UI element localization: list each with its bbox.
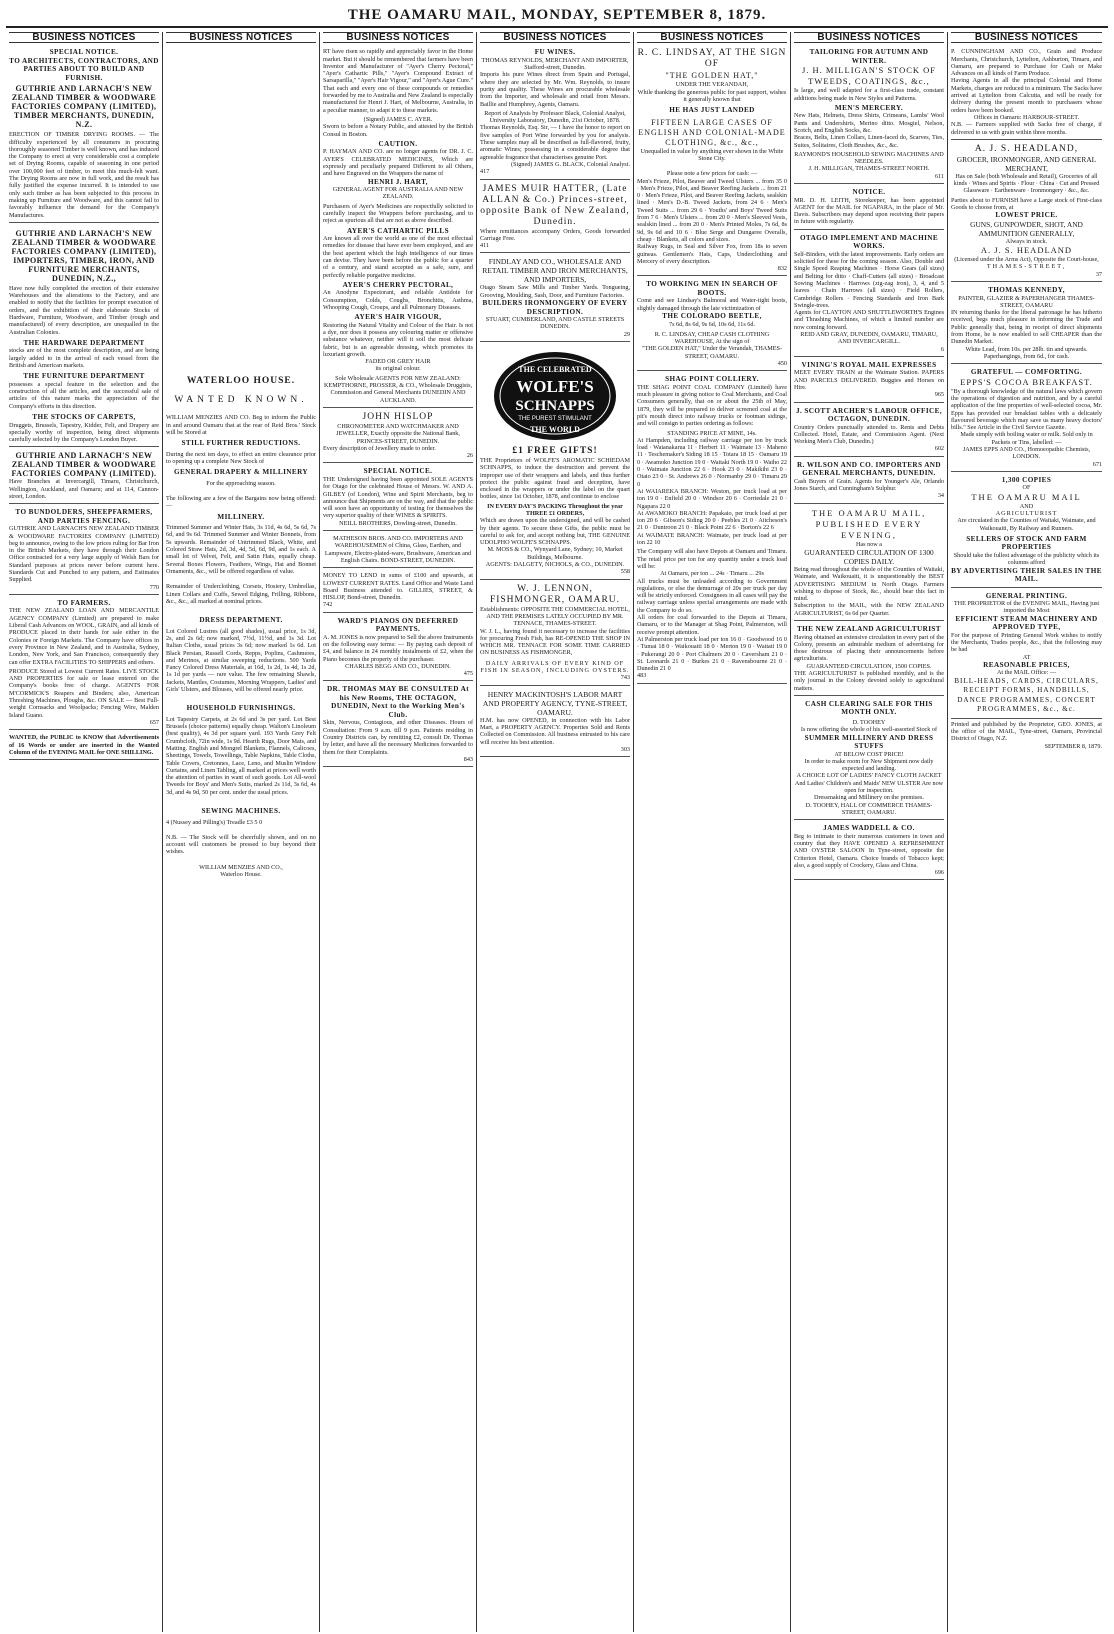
ad-signature: (Signed) JAMES G. BLACK, Colonial Analyst. <box>511 160 630 168</box>
ad-heading: THE STOCKS OF CARPETS, <box>32 413 136 422</box>
ad-heading: CAUTION. <box>378 139 418 148</box>
ad-number: 742 <box>323 601 333 609</box>
ad-number: 26 <box>466 452 473 460</box>
ad-heading: SEWING MACHINES. <box>201 807 281 816</box>
ad-firm: A. J. S. HEADLAND, <box>974 143 1079 154</box>
ad-body: Report of Analysis by Professor Black, Colonial Analyst, University Laboratory, Dunedin, 21st October, 1878. <box>484 109 626 125</box>
ad-heading: SUMMER MILLINERY AND DRESS STUFFS <box>804 733 934 751</box>
ad-general-printing <box>951 590 1102 719</box>
ad-heading: THE FURNITURE DEPARTMENT <box>23 372 145 381</box>
ad-firm: EPPS'S COCOA BREAKFAST. <box>960 376 1093 387</box>
ad-body: Please note a few prices for cash: — <box>666 170 758 178</box>
column-2 <box>163 32 320 1632</box>
ad-body: STUART, CUMBERLAND, AND CASTLE STREETS DUNEDIN. <box>485 316 625 331</box>
ad-findlay <box>480 255 630 341</box>
ad-reynolds <box>480 46 630 179</box>
ad-otago-implement <box>794 232 944 357</box>
ad-body: The Company will also have Depots at Oamaru and Timaru. The retail price per ton for any quantity under a truck load will be: <box>637 548 787 570</box>
ad-body: Restoring the Natural Vitality and Colour of the Hair. Is not a dye, nor does it possess any colouring matter or offensive substance whatever, neither will it soil the most delicate fabric, but is an agreeable dressing, which promotes its luxuriant growth. <box>323 321 473 358</box>
schnapps-emblem-art <box>492 350 618 442</box>
ad-body: Sworn to before a Notary Public, and attested by the British Consul in Boston. <box>323 123 473 138</box>
ad-body: "By a thorough knowledge of the natural laws which govern the operations of digestion and nutrition, and by a careful application of the fine properties of well-selected cocoa, Mr. Epps has provided our breakfast tables with a delicately flavoured beverage which may save us many heavy doctors' bills." See Article in the Civil Service Gazette. <box>951 387 1102 432</box>
ad-body: MONEY TO LEND in sums of £100 and upwards, at LOWEST CURRENT RATES. Land Office and Waste Land Board Business attended to. GILLIES, STREET, & HISLOP, Bond-street, Dunedin. <box>323 572 473 602</box>
ad-number: 657 <box>149 718 159 726</box>
ad-price-table: At Oamaru, per ton ... 24s · Timaru ... 29s <box>660 570 764 578</box>
ad-firm: JAMES MUIR HATTER, (Late ALLAN & Co.) Princes-street, opposite Bank of New Zealand, Dunedin. <box>480 183 630 227</box>
ad-body: Are known all over the world as one of the most effectual remedies for disease that have ever been employed, and are the best aperient which the high intelligence of our times can devise. They have been before the public for a quarter of a century, and stand accepted as a safe, sure, and perfectly reliable purgative medicine. <box>323 235 473 279</box>
ad-body: Which are drawn upon the undersigned, and will be cashed by their agents. To secure these Gifts, the public must be careful to ask for, and accept nothing but, THE GENUINE UDOLPHO WOLFE'S SCHNAPPS. <box>480 517 630 547</box>
ad-body: Where remittances accompany Orders, Goods forwarded Carriage Free. <box>480 227 630 242</box>
ad-body: its original colour. <box>375 365 421 373</box>
ad-signature: D. TOOHEY, HALL OF COMMERCE THAMES-STREET, OAMARU. <box>805 801 933 816</box>
masthead: THE OAMARU MAIL, MONDAY, SEPTEMBER 8, 1879. <box>6 4 1108 28</box>
ad-body: For the approaching season. <box>206 479 276 487</box>
ad-cunningham <box>951 46 1102 140</box>
ad-number: 483 <box>637 672 647 680</box>
ad-body: N.B. — The Stock will be cheerfully shown, and on no account will customers be pressed to buy beyond their wishes. <box>166 833 316 856</box>
ad-heading: LOWEST PRICE. <box>995 211 1058 220</box>
ad-body: THE AGRICULTURIST is published monthly, and is the only journal in the Colony devoted solely to agricultural matters. <box>794 670 944 692</box>
ad-heading: THAMES-STREET, <box>986 263 1067 271</box>
schnapps-name-text: WOLFE'S <box>516 376 594 396</box>
ad-body: P. HAYMAN AND CO. are no longer agents for DR. J. C. AYER'S CELEBRATED MEDICINES, Which are expressly and peculiarly prepared Different to all Others, and have Engraved on the Wrappers the name of <box>323 148 473 178</box>
ad-number: 558 <box>620 568 630 576</box>
ad-body: Parties about to FURNISH have a Large stock of First-class Goods to choose from, at <box>951 196 1102 212</box>
ad-wilson <box>794 459 944 504</box>
ad-body: For the purpose of Printing General Work wishes to notify the Merchants, Trades people, &c., that the following may be had <box>951 631 1102 654</box>
ad-number: 417 <box>480 168 490 176</box>
ad-heading: RAYMOND'S HOUSEHOLD SEWING MACHINES AND NEEDLES. <box>794 150 944 166</box>
ad-heading: AGRICULTURIST <box>995 510 1058 518</box>
ad-body: WILLIAM MENZIES AND CO. Beg to inform the Public in and around Oamaru that at the rear of Reid Bros.' Stock will be Stored at <box>166 414 316 436</box>
ad-body: White Lead, from 10s. per 28lb. tin and upwards. Paperhangings, from 6d., for cash. <box>965 345 1088 360</box>
ad-firm: THOMAS REYNOLDS, MERCHANT AND IMPORTER, Stafford-street, Dunedin. <box>481 56 629 72</box>
ad-body: Trimmed Summer and Winter Hats, 3s 11d, 4s 6d, 5s 6d, 7s 6d, and 9s 6d. Trimmed Summer and Winter Bonnets, from 5s upwards. Remainder of Untrimmed Black, White, and Colored Straw Hats, 2d, 3d, 4d, 5d, 6d, 9d, and 1s each. A small lot of Velvet, Felt, and Satin Hats, equally cheap. Several Boxes Flowers, Feathers, Wings, Hat and Bonnet Ornaments, &c., will be offered regardless of value. <box>166 524 316 575</box>
column-5 <box>634 32 791 1632</box>
ad-heading: PAINTER, GLAZIER & PAPERHANGER THAMES-STREET, OAMARU <box>958 294 1095 309</box>
ad-body: MR. D. H. LEITH, Storekeeper, has been appointed AGENT for the MAIL for NGAPARA, in the place of Mr. Davis. Subscribers may depend upon receiving their papers in future with regularity. <box>794 196 944 226</box>
ad-body: A CHOICE LOT OF LADIES' FANCY CLOTH JACKET And Ladies' Children's and Maids' NEW ULSTER Are now open for inspection. <box>794 772 944 794</box>
ad-ayer <box>323 46 473 408</box>
ad-price-table: At Hampden, including railway carriage per ton by truck load · Waianakarua 11 · Herbert 11 · Waimate 13 · Maheno 11 · Teschemaker's Siding 18 15 · Totara 18 15 · Oamaru 19 0 · Awamoko Junction 19 0 · Waitaki North 19 0 · Waiho 22 0 · Waimate Junction 22 6 · Hook 23 0 · Makikihi 23 0 · Otaio 23 0 · St. Andrews 26 0 · Normanby 29 0 · Timaru 29 0 <box>637 436 787 488</box>
ad-signature: REID AND GRAY, DUNEDIN, OAMARU, TIMARU, AND INVERCARGILL. <box>800 331 938 346</box>
ad-heading: SHAG POINT COLLIERY. <box>665 375 759 384</box>
ad-body: Dressmaking and Millinery on the premises. <box>814 794 924 802</box>
ad-body: N.B. — Farmers supplied with Sacks free of charge, if delivered to us with grain within three months. <box>951 121 1102 136</box>
ad-body: Remainder of Underclothing, Corsets, Hosiery, Umbrellas, Linen Collars and Cuffs, Sewed Edging, Frilling, Ribbons, &c., &c., all marked at nominal prices. <box>166 583 316 605</box>
ad-heading: AYER'S HAIR VIGOUR, <box>354 313 442 322</box>
ad-body: GUTHRIE AND LARNACH'S NEW ZEALAND TIMBER & WOODWARE FACTORIES COMPANY (LIMITED) beg to announce, owing to the low prices ruling for Bar Iron in the British Markets, they have through their London Office contracted for a very large supply of Welsh Bars for Standard purposes at prices never before current here. Standards Cut and Punched to any pattern, and Estimates Supplied. <box>9 525 159 584</box>
ad-body: PRODUCE Stored at Lowest Current Rates. LIVE STOCK AND PROPERTIES for sale or lease entered on the Company's books free of charge. AGENTS FOR M'CORMICK'S Reapers and Binders; also, American Threshing Machines, Ploughs, &c. ON SALE — Best Full-weight Cornsacks and Woolpacks; Fencing Wire, Malden Island Guano. <box>9 667 159 719</box>
ad-lennon <box>480 582 630 686</box>
column-header: BUSINESS NOTICES <box>480 32 630 43</box>
column-header: BUSINESS NOTICES <box>794 32 944 43</box>
ad-heading: FIFTEEN LARGE CASES OF ENGLISH AND COLONIAL-MADE CLOTHING, &c., &c., <box>638 117 786 147</box>
ad-farmers <box>9 597 159 730</box>
ad-number: 303 <box>620 745 630 753</box>
ad-body: Always in stock. <box>1005 237 1048 245</box>
ad-heading: DR. THOMAS MAY BE CONSULTED At his New Rooms, THE OCTAGON, DUNEDIN, Next to the Working Men's Club. <box>326 685 470 719</box>
ad-body: Is now offering the whole of his well-assorted Stock of <box>800 726 938 734</box>
ad-body: A. M. JONES is now prepared to Sell the above Instruments on the following easy terms: — By paying cash deposit of £4, and balance in 24 monthly instalments of £2, when the Piano becomes the property of the purchaser. <box>323 633 473 663</box>
ad-number: 602 <box>934 445 944 453</box>
ad-signature: NEILL BROTHERS, Dowling-street, Dunedin. <box>339 519 457 527</box>
ad-heading: GENERAL PRINTING. <box>985 591 1068 600</box>
ad-number: 450 <box>777 360 787 368</box>
ad-body: Sole Wholesale AGENTS FOR NEW ZEALAND: KEMPTHORNE, PROSSER, & CO., Wholesale Druggists, Commission and General Merchants DUNEDIN AND AUCKLAND. <box>323 374 473 404</box>
ad-muir <box>480 182 630 254</box>
ad-number: 743 <box>620 674 630 682</box>
ad-subtitle: TO ARCHITECTS, CONTRACTORS, AND PARTIES ABOUT TO BUILD AND FURNISH. <box>9 56 159 82</box>
ad-firm: "THE GOLDEN HAT," <box>665 71 759 81</box>
column-6 <box>791 32 948 1632</box>
ad-headland <box>951 142 1102 282</box>
ad-body: (Licensed under the Arms Act), Opposite the Court-house, <box>954 256 1099 264</box>
ad-heading: DAILY ARRIVALS OF EVERY KIND OF FISH IN SEASON, INCLUDING OYSTERS. <box>480 659 630 675</box>
ad-body: Are circulated in the Counties of Waitaki, Waimate, and Waikouaiti, By Railway and Runners. <box>957 517 1096 532</box>
ad-mail-circulation <box>951 474 1102 588</box>
schnapps-bottom-text: THE WORLD <box>530 424 580 434</box>
ad-body: Country Orders punctually attended to. Rents and Debts Collected. Hotel, Estate, and Commission Agent. (Next Working Men's Club, Dunedin.) <box>794 423 944 446</box>
ad-heading: GROCER, IRONMONGER, AND GENERAL MERCHANT, <box>956 154 1097 173</box>
ad-body: possesses a special feature in the selection and the construction of all the articles, and the successful sale of articles of this nature marks the appreciation of the Company's efforts in this direction. <box>9 380 159 410</box>
ad-heading: REASONABLE PRICES, <box>983 660 1070 669</box>
ad-body: R. C. LINDSAY, CHEAP CASH CLOTHING WAREHOUSE, At the sign of <box>654 330 770 346</box>
column-header: BUSINESS NOTICES <box>166 32 316 43</box>
ad-firm: GUTHRIE AND LARNACH'S NEW ZEALAND TIMBER & WOODWARE FACTORIES COMPANY (LIMITED), IMPORTERS, TIMBER, IRON, AND FURNITURE MERCHANTS, DUNEDIN, N.Z., <box>11 228 157 283</box>
schnapps-top-text: THE CELEBRATED <box>518 364 592 374</box>
ad-signature: AGENTS: DALGETY, NICHOLS, & CO., DUNEDIN. <box>485 561 625 569</box>
ad-lindsay <box>637 46 787 276</box>
ad-heading: OTAGO IMPLEMENT AND MACHINE WORKS. <box>799 233 939 251</box>
ad-body: stocks are of the most complete description, and are being largely added to in the arrival of each vessel from the British and American markets. <box>9 347 159 370</box>
schnapps-word-text: SCHNAPPS <box>515 397 595 414</box>
ad-working-men <box>637 278 787 371</box>
ad-guthrie-branches <box>9 449 159 504</box>
ad-body: P. CUNNINGHAM AND CO., Grain and Produce Merchants, Christchurch, Lyttelton, Ashburton, Timaru, and Oamaru, are prepared to Purchase for Cash or Make Advances on all kinds of Farm Produce. <box>951 48 1102 78</box>
ad-firm: W. J. LENNON, FISHMONGER, OAMARU. <box>489 583 621 605</box>
ad-heading: TO WORKING MEN IN SEARCH OF BOOTS. <box>646 280 778 297</box>
ad-body: Is large, and well adapted for a first-class trade, constant additions being made in New Styles and Patterns. <box>794 87 944 102</box>
ad-leith <box>794 186 944 230</box>
ad-fencing <box>9 506 159 595</box>
ad-body: Otago Steam Saw Mills and Timber Yards. Tongueing, Grooving, Moulding, Sash, Door, and Furniture Factories. <box>480 284 630 299</box>
ad-body: An Anodyne Expectorant, and reliable Antidote for Consumption, Colds, Coughs, Bronchitis, Asthma, Whooping Cough, Croups, and all Pulmonary Diseases. <box>323 289 473 311</box>
waterloo-house-title: WATERLOO HOUSE. <box>186 376 296 387</box>
ad-heading: SELLERS OF STOCK AND FARM PROPERTIES <box>966 534 1087 552</box>
ad-body: Lot Colored Lustres (all good shades), usual price, 1s 3d, 2s, and 2s 6d; now marked, 7½d, 11½d, and 1s 3d. Lot Italian Cloths, usual prices 3s 6d; now marked 1s 6d. Lot Black Persian, Russell Cords, Repps, Poplins, Cashmeres, and Merinos, at similar sweeping reductions. 500 Yards Fancy Colored Dress Materials, at 16d, 1s 2d, 1s 4d, 1s 2d, 1s 1d per yards — rare value. The few remaining Shawls, Jackets, Mantles, Costumes, Morning Wrappers, Ladies' and Girls' Ulsters, and Blouses, will be offered nearly price. <box>166 627 316 694</box>
ad-milligan <box>794 46 944 184</box>
ad-body: Cash Buyers of Grain. Agents for Younger's Ale, Orlando Jones Starch, and Cunningham's Sulphur. <box>794 477 944 493</box>
ad-body: Every description of Jewellery made to order. <box>323 444 436 452</box>
ad-firm: GUTHRIE AND LARNACH'S NEW ZEALAND TIMBER & WOODWARE FACTORIES COMPANY (LIMITED), TIMBER MERCHANTS, DUNEDIN, N.Z. <box>11 84 157 130</box>
ad-body: WANTED, the PUBLIC to KNOW that Advertisements of 16 Words or under are inserted in the Wanted Column of the EVENING MAIL for ONE SHILLING. <box>9 734 159 756</box>
column-3 <box>320 32 477 1632</box>
ad-heading: THE OAMARU MAIL <box>971 491 1082 502</box>
ad-body: FADED OR GREY HAIR <box>365 358 431 366</box>
ad-wolfe-schnapps <box>480 344 630 580</box>
ad-heading: DRESS DEPARTMENT. <box>199 616 283 625</box>
ad-body: THE Undersigned having been appointed SOLE AGENTS for Otago for the celebrated House of Messrs. W. AND A. GILBEY (of London), Wine and Spirit Merchants, beg to announce that Shipments are on the way, and that the public will soon have an opportunity of testing for themselves the very superior quality of their WINES & SPIRITS. <box>323 475 473 520</box>
ad-toohey <box>794 698 944 820</box>
ad-price-list: Men's Frieze, Pilot, Beaver and Tweed Ulsters ... from 35 0 · Men's Frieze, Pilot, and Beaver Reefing Jackets ... from 21 0 · Men's Frieze, Pilot, and Beaver Reefing Jackets, sealskin lined · Men's D.-B. Tweed Jackets, from 24 6 · Men's Tweed Suits ... from 29 6 · Youths' and Boys' Tweed Suits from 7 6 · Men's Ulsters ... from 20 0 · Men's Sleeved Vests, sealskin lined ... from 20 0 · Men's Printed Moles, 7s 6d, 8s 9d, 9s 6d and 10 6 · Blue Serge and Dungaree Overalls, cheap · Blankets, all colors and sizes. <box>637 177 787 243</box>
ad-body: H.M. has now OPENED, in connection with his Labor Mart, a PROPERTY AGENCY. Properties Sold and Rents Collected on Commission. All business entrusted to his care will receive his best attention. <box>480 716 630 746</box>
ad-body: THE PROPRIETOR of the EVENING MAIL, Having just imported the Most <box>953 600 1100 615</box>
ad-body: Should take the fullest advantage of the publicity which its columns afford <box>953 551 1100 567</box>
ad-pianos <box>323 615 473 682</box>
ad-heading: CASH CLEARING SALE FOR THIS MONTH ONLY. <box>805 699 933 717</box>
ad-heading: MEN'S MERCERY. <box>834 103 904 112</box>
ad-oamaru-mail <box>794 506 944 621</box>
ad-heading: VINING'S ROYAL MAIL EXPRESSES <box>801 360 937 369</box>
ad-heading: FU WINES. <box>534 48 576 57</box>
ad-kennedy <box>951 284 1102 364</box>
ad-body: GUARANTEED CIRCULATION, 1500 COPIES. <box>806 662 932 670</box>
ad-body: Establishments: OPPOSITE THE COMMERCIAL HOTEL, AND THE PREMISES LATELY OCCUPIED BY MR. TENNACE, THAMES-STREET. <box>480 605 630 628</box>
ad-heading: GUARANTEED CIRCULATION OF 1300 COPIES DAILY. <box>804 547 934 566</box>
ad-number: 770 <box>149 583 159 591</box>
ad-body: GENERAL AGENT FOR AUSTRALIA AND NEW ZEALAND. <box>332 186 464 201</box>
ad-body: "THE GOLDEN HAT," Under the Verandah, THAMES-STREET, OAMARU. <box>641 345 783 360</box>
ad-body: Railway Rugs, in Seal and Silver Fox, from 18s to seven guineas. Gentlemen's Hats, Caps, Underclothing and Mercery of every description. <box>637 243 787 265</box>
ad-body: AND <box>1019 502 1034 510</box>
ad-price-table: At AWAMOKO BRANCH: Papakaio, per truck load at per ton 20 6 · Gibson's Siding 20 0 · Peebles 21 0 · Aitcheson's 21 0 · Duntroon 21 0 · Black Point 22 6 · Borton's 22 6 <box>637 509 787 532</box>
ad-price-table: At WAIAREKA BRANCH: Weston, per truck load at per ton 19 0 · Enfield 20 0 · Windsor 20 6 · Corriedale 21 0 · Ngapara 22 0 <box>637 487 787 510</box>
ad-heading: THE COLORADO BEETLE, <box>662 312 762 321</box>
ad-number: 696 <box>934 869 944 877</box>
ad-heading: BY ADVERTISING THEIR SALES IN THE MAIL. <box>951 566 1102 584</box>
ad-body: At the MAIL Office: — <box>996 669 1057 677</box>
ad-signature: WILLIAM MENZIES AND CO., <box>199 863 283 871</box>
ad-body: Being read throughout the whole of the Counties of Waitaki, Waimate, and Waikouaiti, it is unquestionably the BEST ADVERTISING MEDIUM in North Otago. Farmers wishing to dispose of Stock, &c., should bear this fact in mind. <box>794 565 944 603</box>
ad-body: Subscription to the MAIL, with the NEW ZEALAND AGRICULTURIST, 6s 6d per Quarter. <box>794 602 944 617</box>
ad-body: All orders for coal forwarded to the Depots at Timaru, Oamaru, or to the Manager at Shag Point, Palmerston, will receive prompt attention. <box>637 614 787 636</box>
ad-body: Imports his pure Wines direct from Spain and Portugal, where they are selected by Mr. Wm. Reynolds, to insure purity and quality. These Wines are procurable wholesale from the Importer, and wholesale and retail from Messrs. Baillie and Humphrey, Agents, Oamaru. <box>480 71 630 108</box>
ad-heading: WARD'S PIANOS ON DEFERRED PAYMENTS. <box>337 616 459 634</box>
ad-heading: STANDING PRICE AT MINE, 14s. <box>667 429 757 437</box>
ad-waddell <box>794 822 944 880</box>
ad-number: 671 <box>1092 460 1102 468</box>
ad-body: Having Agents in all the principal Colonial and Home Markets, charges are reduced to a minimum. The Sacks have arrived at Lyttelton from Calcutta, and will be ready for delivery during the present month to purchasers whose orders have been booked. <box>951 77 1102 114</box>
ad-agriculturist <box>794 623 944 696</box>
schnapps-emblem <box>492 350 618 442</box>
ad-body: OF <box>1022 484 1031 492</box>
ad-signature: JAMES EPPS AND CO., Homoeopathic Chemists, LONDON. <box>962 446 1091 461</box>
ad-heading: EFFICIENT STEAM MACHINERY AND APPROVED TYPE, <box>955 614 1098 632</box>
columns <box>6 32 1108 1632</box>
ad-heading: MILLINERY. <box>217 512 265 521</box>
ad-heading: £1 FREE GIFTS! <box>512 445 598 456</box>
ad-heading: THOMAS KENNEDY, <box>988 286 1065 295</box>
ad-heading: 1,300 COPIES <box>1001 475 1052 484</box>
ad-heading: THE HARDWARE DEPARTMENT <box>23 338 145 347</box>
ad-body: Have now fully completed the erection of their extensive Warehouses and the alterations to the Factory, and are enabled to notify that the facilities for prompt execution of orders, and the exhibition of their elaborate Stocks of Hardware, Furniture, Woodware, and Timber (rough and manufactured) of every description, are unequalled in the Australian Colonies. <box>9 284 159 336</box>
ad-firm: JOHN HISLOP <box>362 411 434 422</box>
ad-body: THE Proprietors of WOLFE'S AROMATIC SCHIEDAM SCHNAPPS, to induce the destruction and prevent the improper use of their wrappers and labels, and thus further protect the public against fraud and deception, have enclosed in the wrappers or under the label on the quart bottles, since 1st October, 1878, and continue to enclose <box>480 456 630 501</box>
ad-body: AT <box>1022 653 1031 661</box>
ad-body: All trucks must be unloaded according to Government regulations, or else the demurrage of 20s per truck per day will be strictly enforced. Consignees in all cases will pay the railway carriage unless special arrangements are made with the Company to do so. <box>637 577 788 614</box>
ad-heading: GENERAL DRAPERY & MILLINERY <box>173 468 309 477</box>
ad-wanted-public <box>9 732 159 760</box>
ad-number: 29 <box>623 330 630 338</box>
ad-firm: R. C. LINDSAY, AT THE SIGN OF <box>637 48 787 70</box>
ad-number: 475 <box>463 670 473 678</box>
ad-heading: TAILORING FOR AUTUMN AND WINTER. <box>809 48 929 65</box>
ad-body: Offices in Oamaru: HARBOUR-STREET. <box>973 113 1080 121</box>
ad-body: 4 (Nussey and Pilling's) Treadle £3 5 0 <box>166 818 263 826</box>
ad-heading: AT BELOW COST PRICE! <box>834 750 904 758</box>
ad-money <box>323 570 473 612</box>
ad-body: THE NEW ZEALAND LOAN AND MERCANTILE AGENCY COMPANY (Limited) are prepared to make Liberal Cash Advances on WOOL, GRAIN, and all kinds of PRODUCE placed in their hands for sale either in the Colonies or Foreign Markets. The Company have offices in every Province in New Zealand, and in Australia, Sydney, London, New York, and San Francisco, consequently they can offer EXTRA FACILITIES TO SHIPPERS and others. <box>9 607 159 666</box>
ad-vinings <box>794 359 944 403</box>
ad-firm: D. TOOHEY <box>852 718 886 726</box>
column-header: BUSINESS NOTICES <box>951 32 1102 43</box>
ad-body: Skin, Nervous, Contagious, and other Diseases. Hours of Consultation: From 9 a.m. till 9 p.m. Patients residing in Country Districts can, by remitting £2, consult Dr. Thomas by letter, and have all the necessary Medicines forwarded to them for their Complaints. <box>323 719 473 756</box>
ad-body: ERECTION OF TIMBER DRYING ROOMS. — The difficulty experienced by all consumers in procuring thoroughly seasoned Timber is well known, and has induced the Company to erect at very considerable cost a complete set of Drying Rooms, capable of seasoning in one period over 100,000 feet of timber, to meet this much-felt want. The Drying Rooms are now in full work, and the result has fully justified the expense incurred. It is intended to use only such timber as has been subjected to this process in making up Furniture and Woodware, and this cannot fail to favorably influence the demand for the Company's Manufactures. <box>9 131 159 219</box>
ad-signature: (Signed) JAMES C. AYER. <box>363 115 433 123</box>
ad-title: SPECIAL NOTICE. <box>49 48 119 57</box>
ad-heading: GRATEFUL — COMFORTING. <box>970 368 1083 377</box>
ad-gilbey <box>323 465 473 531</box>
ad-number: 411 <box>480 242 490 250</box>
ad-body: 7s 6d, 8s 6d, 9s 6d, 10s 6d, 11s 6d. <box>668 320 756 328</box>
ad-body: IN returning thanks for the liberal patronage he has hitherto received, begs much pleasure in informing the Trade and Public generally that, being in receipt of direct shipments from Home, he is now enabled to sell CHEAPER than the Dunedin Market. <box>951 309 1102 346</box>
ad-heading: THE OAMARU MAIL, PUBLISHED EVERY EVENING, <box>811 507 927 540</box>
ad-special-notice <box>9 46 159 223</box>
column-header: BUSINESS NOTICES <box>9 32 159 43</box>
ad-body: Beg to intimate to their numerous customers in town and country that they HAVE OPENED A REFRESHMENT AND OYSTER SALOON In Tyne-street, opposite the Criterion Hotel, Oamaru. Choice brands of Tobacco kept; also, a good supply of Crockery, Glass and China. <box>794 832 944 869</box>
ad-number: 34 <box>937 492 944 500</box>
ad-heading: NOTICE. <box>852 188 886 197</box>
ad-body: Druggets, Brussels, Tapestry, Kidder, Felt, and Drapery are specially worthy of inspection, being direct shipments carefully selected by the Company's London Buyer. <box>9 421 159 444</box>
ad-heading: HE HAS JUST LANDED <box>669 106 755 115</box>
ad-hislop <box>323 410 473 463</box>
ad-heading: J. SCOTT ARCHER'S LABOUR OFFICE, OCTAGON, DUNEDIN. <box>795 406 943 424</box>
ad-body: Purchasers of Ayer's Medicines are respectfully solicited to carefully inspect the Wrappers before purchasing, and to reject as spurious all that are not as above described. <box>323 202 473 225</box>
ad-body: UNDER THE VERANDAH, <box>675 81 749 89</box>
ad-dr-thomas <box>323 683 473 767</box>
ad-epps <box>951 366 1102 472</box>
ad-heading: IN EVERY DAY'S PACKING Throughout the year THREE £1 ORDERS, <box>487 502 623 517</box>
ad-body: Braces, Belts, Linen Collars, Linen-faced do, Scarves, Ties, Suites, Solitaires, Cloth Brushes, &c., &c. <box>794 134 944 149</box>
ad-matheson <box>323 533 473 568</box>
ad-body: Self-Binders, with the latest improvements. Early orders are solicited for these for the coming season. Also, Double and Single Speed Reaping Machines · Horse Gears (all sizes) and Belting for ditto · Chaff-Cutters (all sizes) · Broadcast Sowing Machines · Harrows (zig-zag iron), 3, 4, and 5 leaves · Chain Harrows (all sizes) · Field Rollers, Cambridge Rollers · Fencing Standards and Iron Bark Swingle-trees. <box>794 250 944 309</box>
ad-heading: STILL FURTHER REDUCTIONS. <box>181 439 301 448</box>
ad-body: While thanking the generous public for past support, wishes it generally known that <box>637 88 787 103</box>
ad-heading: THE NEW ZEALAND AGRICULTURIST <box>796 625 941 634</box>
ad-heading: R. WILSON AND CO. IMPORTERS AND GENERAL MERCHANTS, DUNEDIN. <box>796 460 941 478</box>
ad-body: Come and see Lindsay's Balmoral and Water-tight boots, slightly damaged through the late victimization of <box>637 297 787 312</box>
column-7 <box>948 32 1105 1632</box>
ad-heading: BUILDERS IRONMONGERY OF EVERY DESCRIPTION. <box>482 299 628 316</box>
ad-number: 6 <box>940 345 944 353</box>
ad-firm: A. J. S. HEADLAND <box>980 245 1073 256</box>
ad-archer <box>794 405 944 457</box>
ad-number: 832 <box>777 265 787 273</box>
ad-number: 611 <box>934 172 944 180</box>
ad-firm: FINDLAY AND CO., WHOLESALE AND RETAIL TIMBER AND IRON MERCHANTS, AND IMPORTERS, <box>482 257 628 285</box>
ad-body: Unequalled in value by anything ever shown in the White Stone City. <box>640 147 784 162</box>
ad-price-table: At WAIMATE BRANCH: Waimate, per truck load at per ton 22 10 <box>637 531 787 547</box>
wanted-known-title: WANTED KNOWN. <box>174 395 308 406</box>
ad-signature: Waterloo House. <box>220 871 262 879</box>
ad-shag-point <box>637 373 787 683</box>
column-1 <box>6 32 163 1632</box>
ad-mackintosh <box>480 688 630 757</box>
ad-number: 843 <box>463 755 473 763</box>
ad-signature: CHARLES BEGG AND CO., DUNEDIN. <box>345 662 451 670</box>
ad-body: Made simply with boiling water or milk. Sold only in Packets or Tins, labelled: — <box>960 431 1093 446</box>
ad-heading: GUNS, GUNPOWDER, SHOT, AND AMMUNITION GENERALLY, <box>970 219 1083 238</box>
column-header: BUSINESS NOTICES <box>637 32 787 43</box>
ad-body: Agents for CLAYTON AND SHUTTLEWORTH'S Engines and Thrashing Machines, of which a limited number are now coming forward. <box>794 309 944 331</box>
ad-price-table: At Palmerston per truck load per ton 16 0 · Goodwood 16 0 · Tumai 18 0 · Waikouaiti 18 0 · Merton 19 0 · Waitati 19 0 · Pukerangi 20 0 · Port Chalmers 20 0 · Caversham 21 0 · St. Leonards 21 0 · Burkes 21 0 · Ravensbourne 21 0 · Dunedin 21 0 <box>637 635 787 673</box>
ad-heading: BILL-HEADS, CARDS, CIRCULARS, RECEIPT FORMS, HANDBILLS, DANCE PROGRAMMES, CONCERT PROGRAMMES, &c., &c. <box>954 676 1099 714</box>
ad-signature: M. MOSS & CO., Wynyard Lane, Sydney; 10, Market Buildings, Melbourne. <box>487 546 623 561</box>
ad-body: MEET EVERY TRAIN at the Waimate Station. PAPERS AND PARCELS DELIVERED. Buggies and Horses on Hire. <box>794 369 944 391</box>
ad-list: Has on Sale (both Wholesale and Retail), Groceries of all kinds · Wines and Spirits · Flour · China · Cut and Pressed Glassware · Earthenware · Ironmongery · &c., &c. <box>953 172 1100 195</box>
ad-body: Lot Tapestry Carpets, at 2s 6d and 3s per yard. Lot Best Brussels (choice patterns) equally cheap. Walton's Linoleum (best quality), 4s 3d per square yard. 193 Yards Grey Felt Crumbcloth, 72in wide, 1s 9d. Hearth Rugs, Door Mats, and Matting. English and Mongrel Blankets, Flannels, Calicoes, Sheetings, Towels, Towellings, Table Napkins, Table Cloths, Table Covers, Cretonnes, Lace, Leno, and Muslin Window Curtains, and Linen Tabling, all marked at prices well worth the attention of parties in want of such goods. Lot All-wool Tweeds for Boys' and Men's Suits, marked 2s 11d, 3s 6d, 4s 3d, and 4s 9d, 50 per cent. under the usual prices. <box>166 715 316 796</box>
ad-body: RT have risen so rapidly and appreciably favor in the Home market. But it should be remembered that farmers have been Inventor and Manufacturer of "Ayer's Cherry Pectoral," "Ayer's Cathartic Pills," "Ayer's Compound Extract of Sarsaparilla," "Ayer's Hair Vigour," and "Ayer's Ague Cure." That each and every one of these compounds or remedies forwarded by me to Australia and New Zealand is especially manufactured for Henri J. Hart, of Melbourne, Australia, in a peculiar manner, to adapt it to these markets. <box>323 48 473 114</box>
ad-body: During the next ten days, to effect an entire clearance prior to opening up a complete New Stock of <box>166 450 316 465</box>
ad-title: TO BUNDOLDERS, SHEEPFARMERS, AND PARTIES FENCING. <box>15 508 153 525</box>
ad-signature: J. H. MILLIGAN, THAMES-STREET NORTH. <box>808 165 930 173</box>
ad-number: 37 <box>1095 270 1102 278</box>
ad-body: Thomas Reynolds, Esq. Sir, — I have the honor to report on five samples of Port Wine forwarded by you for analysis. These samples may all be described as full-flavored, fruity, aromatic Wines; possessing in a considerable degree that agreeable fragrance that characterises genuine Port. <box>480 124 630 161</box>
ad-body: The following are a few of the Bargains now being offered: — <box>166 495 316 510</box>
column-4 <box>477 32 634 1632</box>
ad-body: Have Branches at Invercargill, Timaru, Christchurch, Wellington, Auckland, and Oamaru; and at 114, Cannon-street, London. <box>9 478 159 500</box>
ad-heading: HENRI J. HART, <box>368 177 428 186</box>
ad-body: CHRONOMETER AND WATCHMAKER AND JEWELLER, Exactly opposite the National Bank, PRINCES-STREET, DUNEDIN. <box>336 422 460 445</box>
ad-firm: HENRY MACKINTOSH'S LABOR MART AND PROPERTY AGENCY, TYNE-STREET, OAMARU. <box>482 689 628 717</box>
ad-heading: AYER'S CATHARTIC PILLS <box>346 226 449 235</box>
ad-body: In order to make room for New Shipment now daily expected and landing. <box>804 757 934 773</box>
ad-body: Having obtained an extensive circulation in every part of the Colony, presents an admirable medium of advertising for those desirous of placing their announcements before agriculturists. <box>794 633 944 663</box>
ad-body: Has now a <box>855 540 883 548</box>
ad-body: New Hats, Helmets, Dress Shirts, Crimeans, Lambs' Wool Pants and Undershirts, Merino ditto. Mosgiel, Nelson, Scotch, and English Socks, &c. <box>794 112 944 134</box>
imprint: Printed and published by the Proprietor, GEO. JONES, at the office of the MAIL, Tyne-street, Oamaru, Provincial District of Otago, N.Z. <box>951 720 1102 743</box>
schnapps-tag-text: THE PUREST STIMULANT <box>518 415 592 422</box>
ad-body: THE SHAG POINT COAL COMPANY (Limited) have much pleasure in giving notice to Coal Merchants, and Coal Consumers generally, that on or about the 25th of May, 1879, they will be prepared to deliver screened coal at the pit's mouth direct into railway trucks or footman sidings, and will consign to parties ordering as follows: <box>637 383 787 428</box>
ad-firm: GUTHRIE AND LARNACH'S NEW ZEALAND TIMBER & WOODWARE FACTORIES COMPANY (LIMITED). <box>11 451 157 479</box>
ad-heading: AYER'S CHERRY PECTORAL, <box>342 280 454 289</box>
ad-body: MATHESON BROS. AND CO. IMPORTERS AND WAREHOUSEMEN of China, Glass, Earthen, and Lampware, Electro-plated-ware, Brushware, American and English Chairs. BOND-STREET, DUNEDIN. <box>324 535 472 564</box>
imprint-date: SEPTEMBER 8, 1879. <box>1044 742 1102 750</box>
ad-heading: JAMES WADDELL & CO. <box>823 824 915 833</box>
ad-guthrie-importers <box>9 225 159 448</box>
column-header: BUSINESS NOTICES <box>323 32 473 43</box>
ad-body: W. J. L., having found it necessary to increase the facilities for procuring Fresh Fish, has RE-OPENED THE SHOP IN WHICH MR. TENNACE FOR SOME TIME CARRIED ON BUSINESS AS FISHMONGER, <box>480 627 630 657</box>
ad-firm: J. H. MILLIGAN'S STOCK OF TWEEDS, COATINGS, &c., <box>801 65 937 87</box>
ad-heading: HOUSEHOLD FURNISHINGS. <box>186 704 296 713</box>
ad-heading: SPECIAL NOTICE. <box>363 467 433 476</box>
ad-number: 965 <box>934 391 944 399</box>
ad-title: TO FARMERS. <box>57 598 111 607</box>
